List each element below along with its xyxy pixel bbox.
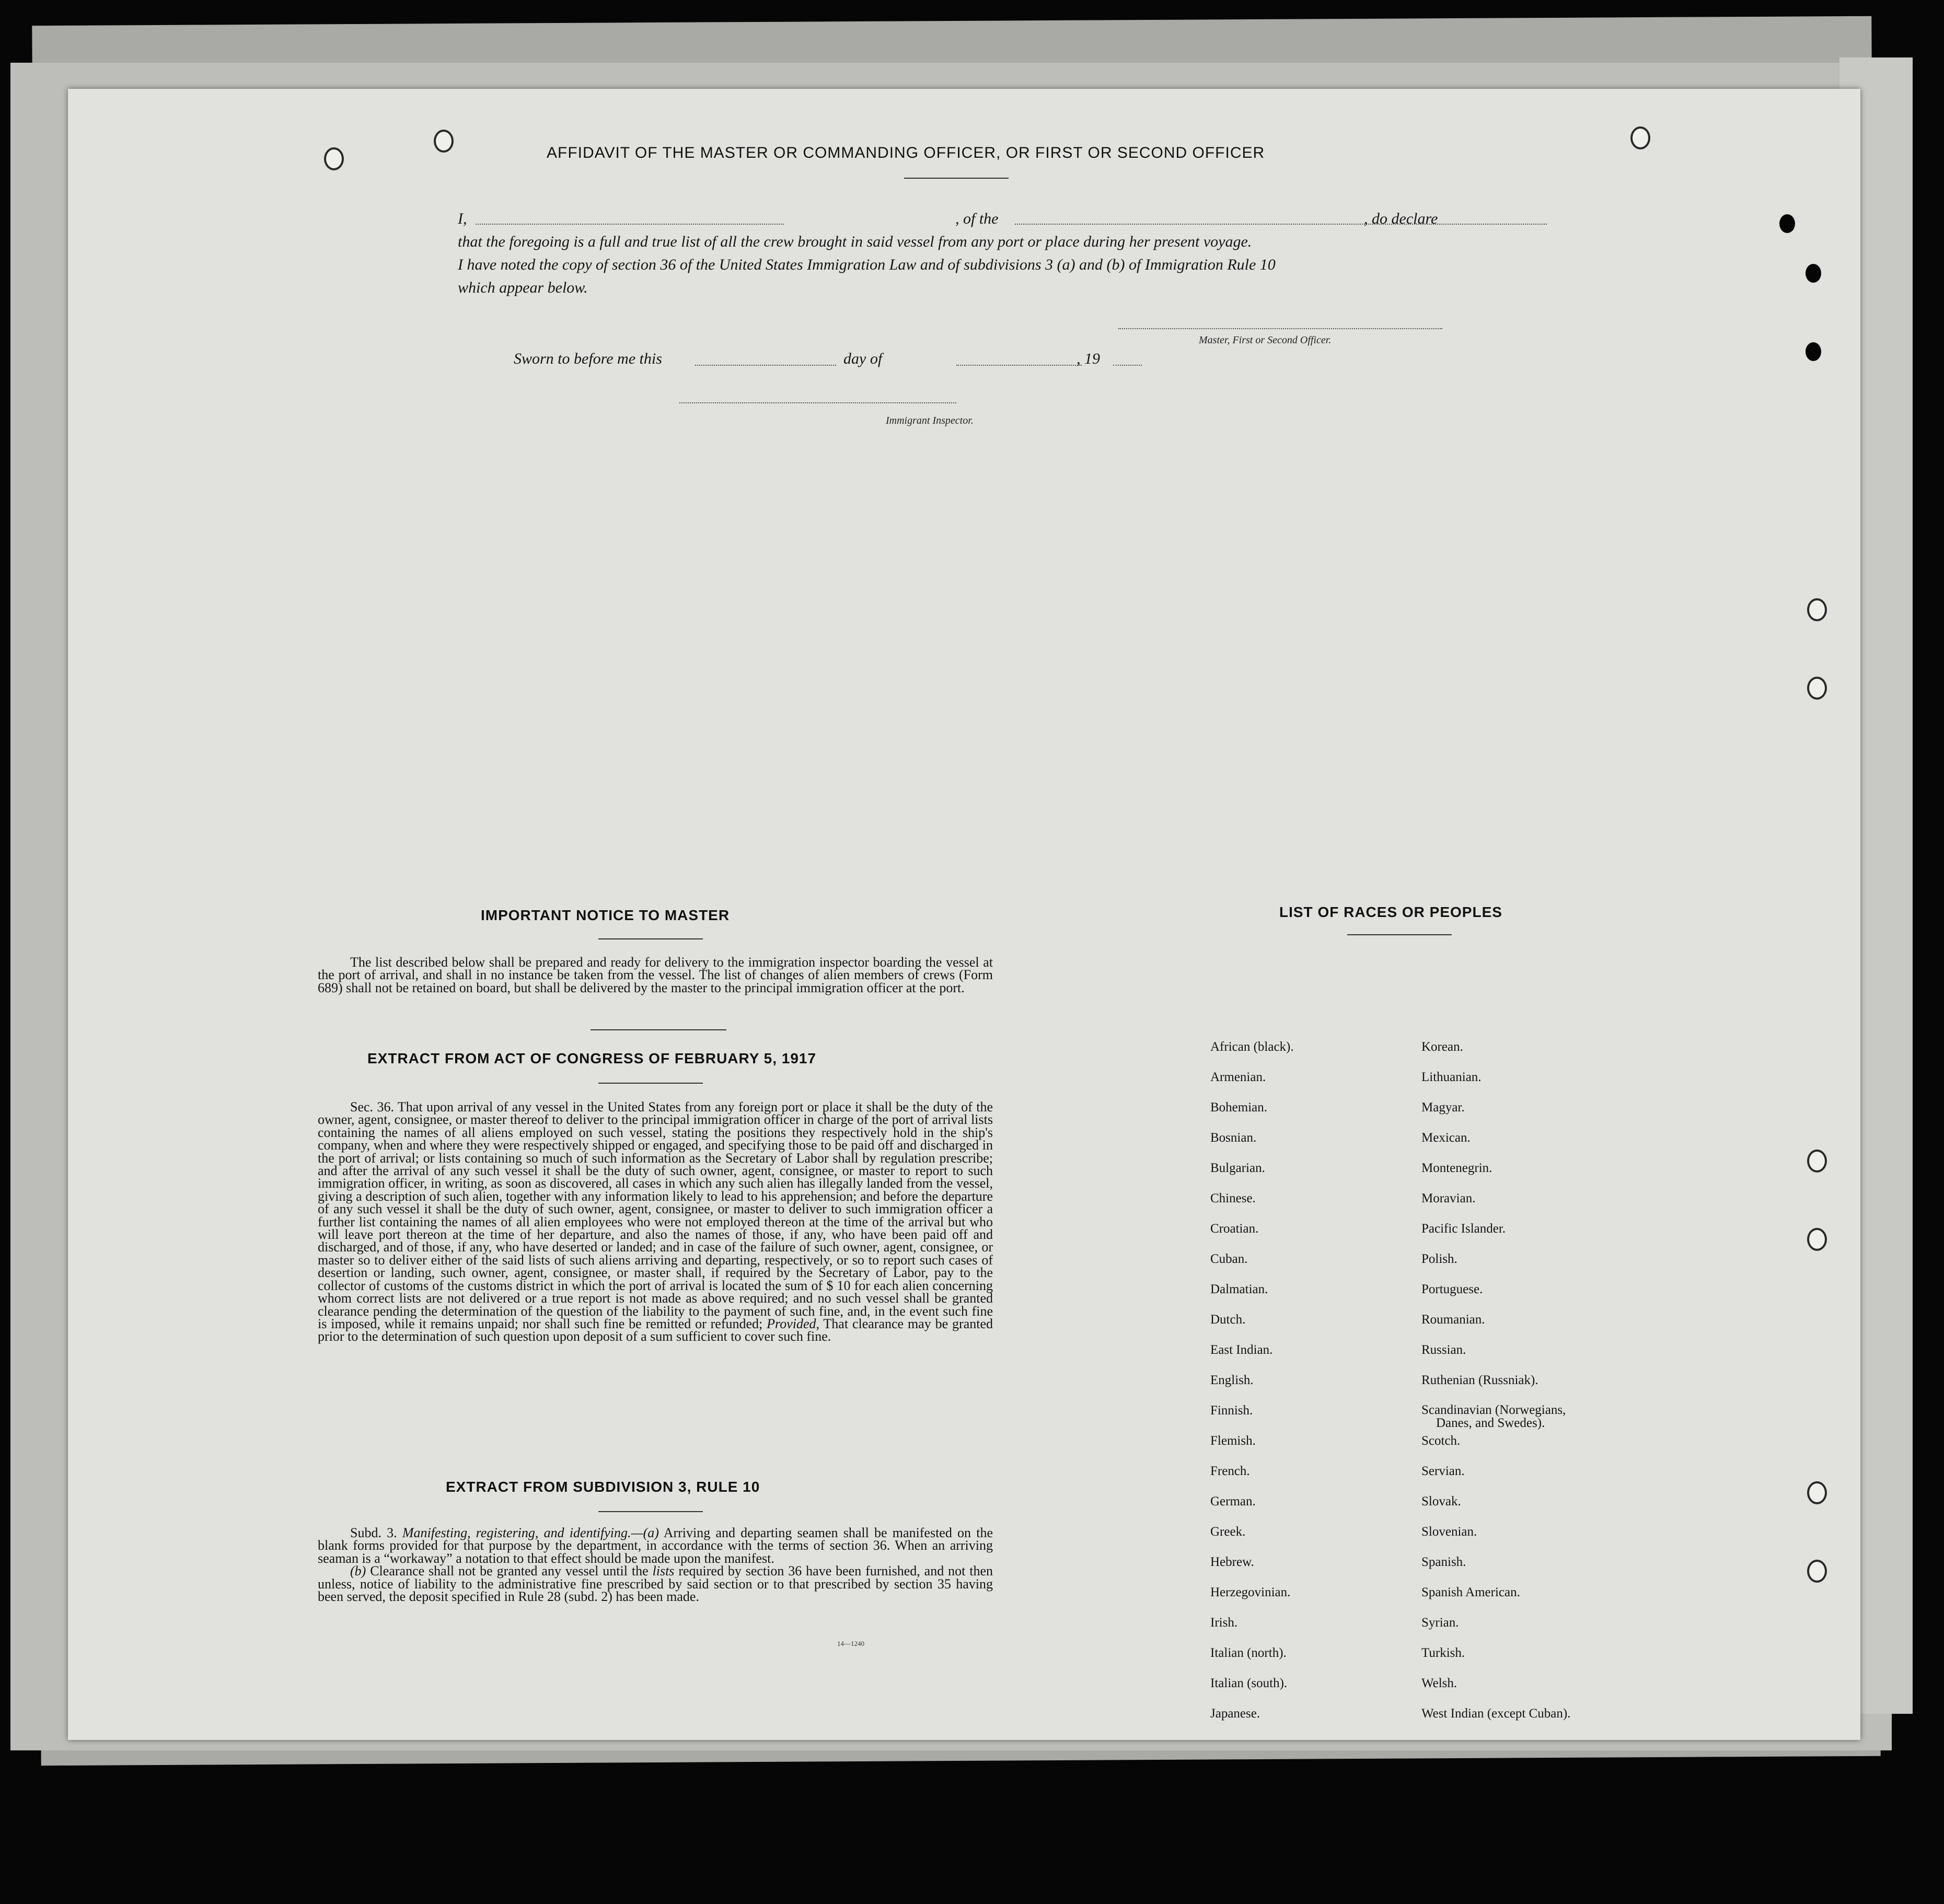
rule-text — [318, 1527, 993, 1603]
race-item: Lithuanian. — [1421, 1070, 1482, 1084]
notice-title: IMPORTANT NOTICE TO MASTER — [481, 907, 730, 923]
race-item: Welsh. — [1421, 1676, 1457, 1690]
rule-rule — [598, 1511, 703, 1512]
rule-text-b2: required by section 36 have been furnished, and not then unless, notice of liability to the administrative fine prescribed by said section or to that prescribed by section 35 having been served, the deposit specified in Rule 28 (subd. 2) has been made. — [318, 1563, 993, 1605]
punch-hole — [434, 130, 454, 153]
rule-lists-word: lists — [652, 1563, 675, 1579]
notice-text: The list described below shall be prepared and ready for delivery to the immigration inspector boarding the vessel at the port of arrival, and shall in no instance be taken from the vessel. The list of changes of alien members of crews (Form 689) shall not be retained on board, but shall be delivered by the master to the principal immigration officer at the port. — [318, 955, 993, 995]
race-item: Montenegrin. — [1421, 1161, 1492, 1175]
rule-text-a: Arriving and departing seamen shall be manifested on the blank forms provided for that purpose by the department, in accordance with the terms of section 36. When an arriving seaman is a “workaway” a notation to that effect should be made upon the manifest. — [318, 1525, 993, 1566]
notice-end-rule — [591, 1029, 726, 1030]
act-section-lead: Sec. 36. — [350, 1099, 394, 1114]
race-item: Hebrew. — [1210, 1555, 1254, 1569]
sworn-year-blank[interactable] — [1113, 365, 1142, 366]
race-item: Japanese. — [1210, 1706, 1260, 1721]
race-item: Moravian. — [1421, 1191, 1476, 1205]
race-item-line: Danes, and Swedes). — [1436, 1416, 1545, 1430]
affidavit-i-label: I, — [458, 210, 467, 227]
inspector-label: Immigrant Inspector. — [886, 415, 974, 426]
race-item: Flemish. — [1210, 1434, 1256, 1448]
sworn-day-blank[interactable] — [695, 365, 836, 366]
race-item: Croatian. — [1210, 1222, 1259, 1236]
race-item: Pacific Islander. — [1421, 1222, 1506, 1236]
race-item: Irish. — [1210, 1616, 1238, 1630]
affidavit-line-4: which appear below. — [458, 279, 588, 296]
race-item: Turkish. — [1421, 1646, 1465, 1660]
race-item: Italian (south). — [1210, 1676, 1288, 1690]
race-item: Finnish. — [1210, 1403, 1253, 1418]
name-blank[interactable] — [476, 224, 784, 225]
rule-title: EXTRACT FROM SUBDIVISION 3, RULE 10 — [446, 1479, 760, 1495]
race-item: Herzegovinian. — [1210, 1585, 1291, 1599]
race-item: East Indian. — [1210, 1343, 1273, 1357]
rule-text-b1: Clearance shall not be granted any vessel until the — [366, 1563, 653, 1579]
race-item: Slovenian. — [1421, 1525, 1477, 1539]
race-item: Magyar. — [1421, 1100, 1465, 1114]
act-text-end: That clearance may be granted prior to the determination of such question upon deposit of a sum sufficient to cover such fine. — [318, 1316, 993, 1344]
race-item: Servian. — [1421, 1464, 1465, 1478]
affidavit-declare-label: , do declare — [1364, 210, 1438, 227]
race-item: Slovak. — [1421, 1494, 1461, 1508]
race-item: Scotch. — [1421, 1434, 1461, 1448]
races-rule — [1347, 934, 1452, 935]
races-title: LIST OF RACES OR PEOPLES — [1279, 904, 1502, 920]
punch-hole — [1807, 1560, 1827, 1583]
vessel-blank[interactable] — [1015, 224, 1547, 225]
race-item: Greek. — [1210, 1525, 1246, 1539]
punch-hole — [1779, 214, 1795, 233]
title-rule — [904, 178, 1009, 179]
race-item: African (black). — [1210, 1040, 1294, 1054]
year-label: , 19 — [1077, 350, 1100, 367]
master-signature-blank[interactable] — [1118, 328, 1442, 329]
race-item: Bohemian. — [1210, 1100, 1268, 1114]
sworn-month-blank[interactable] — [956, 365, 1082, 366]
race-item: Korean. — [1421, 1040, 1463, 1054]
race-item: Ruthenian (Russniak). — [1421, 1373, 1538, 1387]
sworn-label: Sworn to before me this — [514, 350, 662, 367]
form-number: 14—1240 — [837, 1640, 864, 1647]
punch-hole — [1806, 342, 1821, 361]
race-item: Syrian. — [1421, 1616, 1459, 1630]
race-item — [1421, 1403, 1570, 1434]
race-item: Spanish American. — [1421, 1585, 1520, 1599]
punch-hole — [1807, 1150, 1827, 1172]
document-page — [68, 89, 1860, 1740]
races-column-1 — [1210, 1040, 1294, 1737]
race-item: Roumanian. — [1421, 1313, 1485, 1327]
race-item: Bosnian. — [1210, 1131, 1257, 1145]
race-item: Russian. — [1421, 1343, 1466, 1357]
race-item: Dalmatian. — [1210, 1282, 1268, 1296]
race-item: West Indian (except Cuban). — [1421, 1706, 1571, 1721]
affidavit-line-2: that the foregoing is a full and true list of all the crew brought in said vessel from any port or place during her present voyage. — [458, 233, 1252, 250]
act-provided: Provided, — [767, 1316, 819, 1331]
affidavit-of-the-label: , of the — [955, 210, 999, 227]
punch-hole — [1807, 1481, 1827, 1504]
race-item: Bulgarian. — [1210, 1161, 1265, 1175]
act-rule — [598, 1083, 703, 1084]
race-item-line: Scandinavian (Norwegians, — [1421, 1403, 1566, 1417]
affidavit-line-3: I have noted the copy of section 36 of the United States Immigration Law and of subdivisions 3 (a) and (b) of Immigration Rule 10 — [458, 256, 1276, 273]
act-text — [318, 1101, 993, 1343]
master-signature-label: Master, First or Second Officer. — [1199, 334, 1332, 346]
punch-hole — [1807, 677, 1827, 700]
rule-b-label: (b) — [350, 1563, 366, 1579]
races-column-2 — [1421, 1040, 1570, 1737]
rule-heading: Manifesting, registering, and identifying.—(a) — [402, 1525, 659, 1540]
day-of-label: day of — [843, 350, 883, 367]
affidavit-title: AFFIDAVIT OF THE MASTER OR COMMANDING OFFICER, OR FIRST OR SECOND OFFICER — [547, 144, 1265, 161]
race-item: Italian (north). — [1210, 1646, 1287, 1660]
race-item: German. — [1210, 1494, 1256, 1508]
race-item: Mexican. — [1421, 1131, 1471, 1145]
race-item: Polish. — [1421, 1252, 1457, 1266]
race-item: Spanish. — [1421, 1555, 1466, 1569]
punch-hole — [1630, 126, 1650, 149]
punch-hole — [324, 147, 344, 170]
race-item: Cuban. — [1210, 1252, 1248, 1266]
inspector-signature-blank[interactable] — [679, 402, 956, 403]
race-item: Armenian. — [1210, 1070, 1266, 1084]
act-text-main: That upon arrival of any vessel in the United States from any foreign port or place it shall be the duty of the owner, agent, consignee, or master thereof to deliver to the principal immigration officer in charge of the port of arrival lists containing the names of all aliens employed on such vessel, stating the positions they respectively hold in the ship's company, when and where they were respectively shipped or engaged, and specifying those to be paid off and discharged in the port of arrival; or lists containing so much of such information as the Secretary of Labor shall by regulation prescribe; and after the arrival of any such vessel it shall be the duty of such owner, agent, consignee, or master to report to such immigration officer, in writing, as soon as discovered, all cases in which any such alien has illegally landed from the vessel, giving a description of such alien, together with any information likely to lead to his apprehension; and before the departure of any such vessel it shall be the duty of such owner, agent, consignee, or master to deliver to such immigration officer a further list containing the names of all alien employees who were not employed thereon at the time of the arrival but who will leave port thereon at the time of her departure, and also the names of those, if any, who have been paid off and discharged, and of those, if any, who have deserted or landed; and in case of the failure of such owner, agent, consignee, or master so to deliver either of the said lists of such aliens arriving and departing, respectively, or so to report such cases of desertion or landing, such owner, agent, consignee, or master shall, if required by the Secretary of Labor, pay to the collector of customs of the customs district in which the port of arrival is located the sum of $ 10 for each alien concerning whom correct lists are not delivered or a true report is not made as above required; and no such vessel shall be granted clearance pending the determination of the question of the liability to the payment of such fine, and, in the event such fine is imposed, while it remains unpaid; nor shall such fine be remitted or refunded; — [318, 1099, 993, 1331]
race-item: Portuguese. — [1421, 1282, 1483, 1296]
race-item: Chinese. — [1210, 1191, 1256, 1205]
punch-hole — [1807, 598, 1827, 621]
act-title: EXTRACT FROM ACT OF CONGRESS OF FEBRUARY 5, 1917 — [367, 1050, 817, 1066]
race-item: Dutch. — [1210, 1313, 1246, 1327]
rule-subd-lead: Subd. 3. — [350, 1525, 402, 1540]
punch-hole — [1806, 264, 1821, 283]
race-item: English. — [1210, 1373, 1254, 1387]
notice-rule — [598, 938, 703, 939]
punch-hole — [1807, 1228, 1827, 1251]
race-item: French. — [1210, 1464, 1250, 1478]
